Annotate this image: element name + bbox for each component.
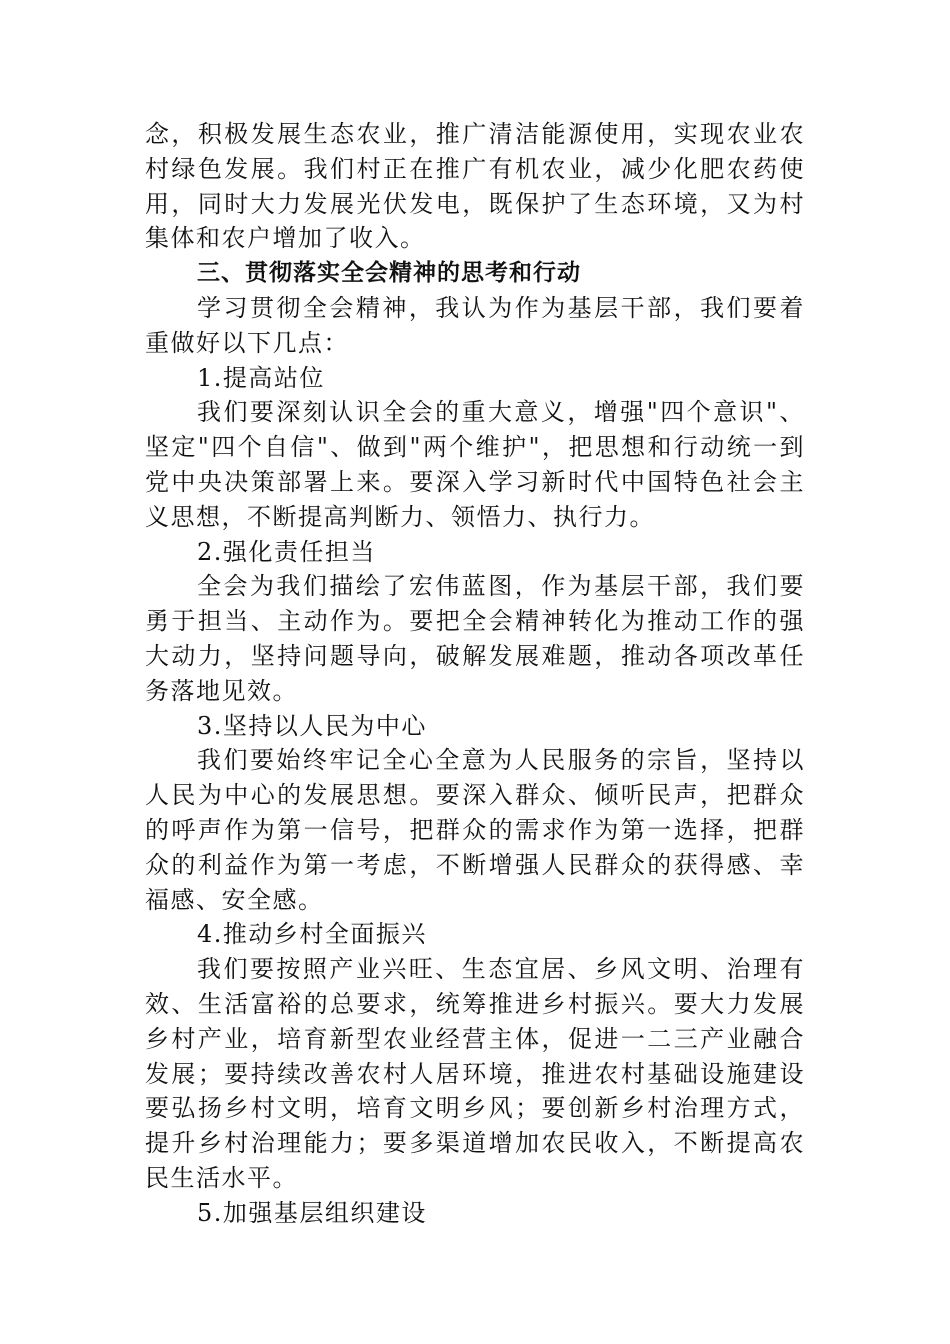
paragraph: 我们要始终牢记全心全意为人民服务的宗旨，坚持以人民为中心的发展思想。要深入群众、倾听民声，把群众的呼声作为第一信号，把群众的需求作为第一选择，把群众的利益作为第一考虑，不断增强人民群众的获得感、幸福感、安全感。 (145, 746, 805, 914)
subheading: 4.推动乡村全面振兴 (197, 920, 427, 949)
subheading: 2.强化责任担当 (197, 537, 376, 566)
document-body (145, 117, 805, 1231)
paragraph: 学习贯彻全会精神，我认为作为基层干部，我们要着重做好以下几点： (145, 293, 805, 357)
paragraph: 全会为我们描绘了宏伟蓝图，作为基层干部，我们要勇于担当、主动作为。要把全会精神转化为推动工作的强大动力，坚持问题导向，破解发展难题，推动各项改革任务落地见效。 (145, 572, 805, 705)
paragraph: 我们要深刻认识全会的重大意义，增强"四个意识"、坚定"四个自信"、做到"两个维护"，把思想和行动统一到党中央决策部署上来。要深入学习新时代中国特色社会主义思想，不断提高判断力、领悟力、执行力。 (145, 398, 805, 531)
paragraph: 我们要按照产业兴旺、生态宜居、乡风文明、治理有效、生活富裕的总要求，统筹推进乡村振兴。要大力发展乡村产业，培育新型农业经营主体，促进一二三产业融合发展；要持续改善农村人居环境，推进农村基础设施建设要弘扬乡村文明，培育文明乡风；要创新乡村治理方式，提升乡村治理能力；要多渠道增加农民收入，不断提高农民生活水平。 (145, 955, 805, 1192)
section-heading: 三、贯彻落实全会精神的思考和行动 (197, 260, 581, 287)
subheading: 5.加强基层组织建设 (197, 1198, 427, 1227)
paragraph-continued: 念，积极发展生态农业，推广清洁能源使用，实现农业农村绿色发展。我们村正在推广有机农业，减少化肥农药使用，同时大力发展光伏发电，既保护了生态环境，又为村集体和农户增加了收入。 (145, 120, 805, 253)
subheading: 1.提高站位 (197, 363, 325, 392)
subheading: 3.坚持以人民为中心 (197, 711, 427, 740)
